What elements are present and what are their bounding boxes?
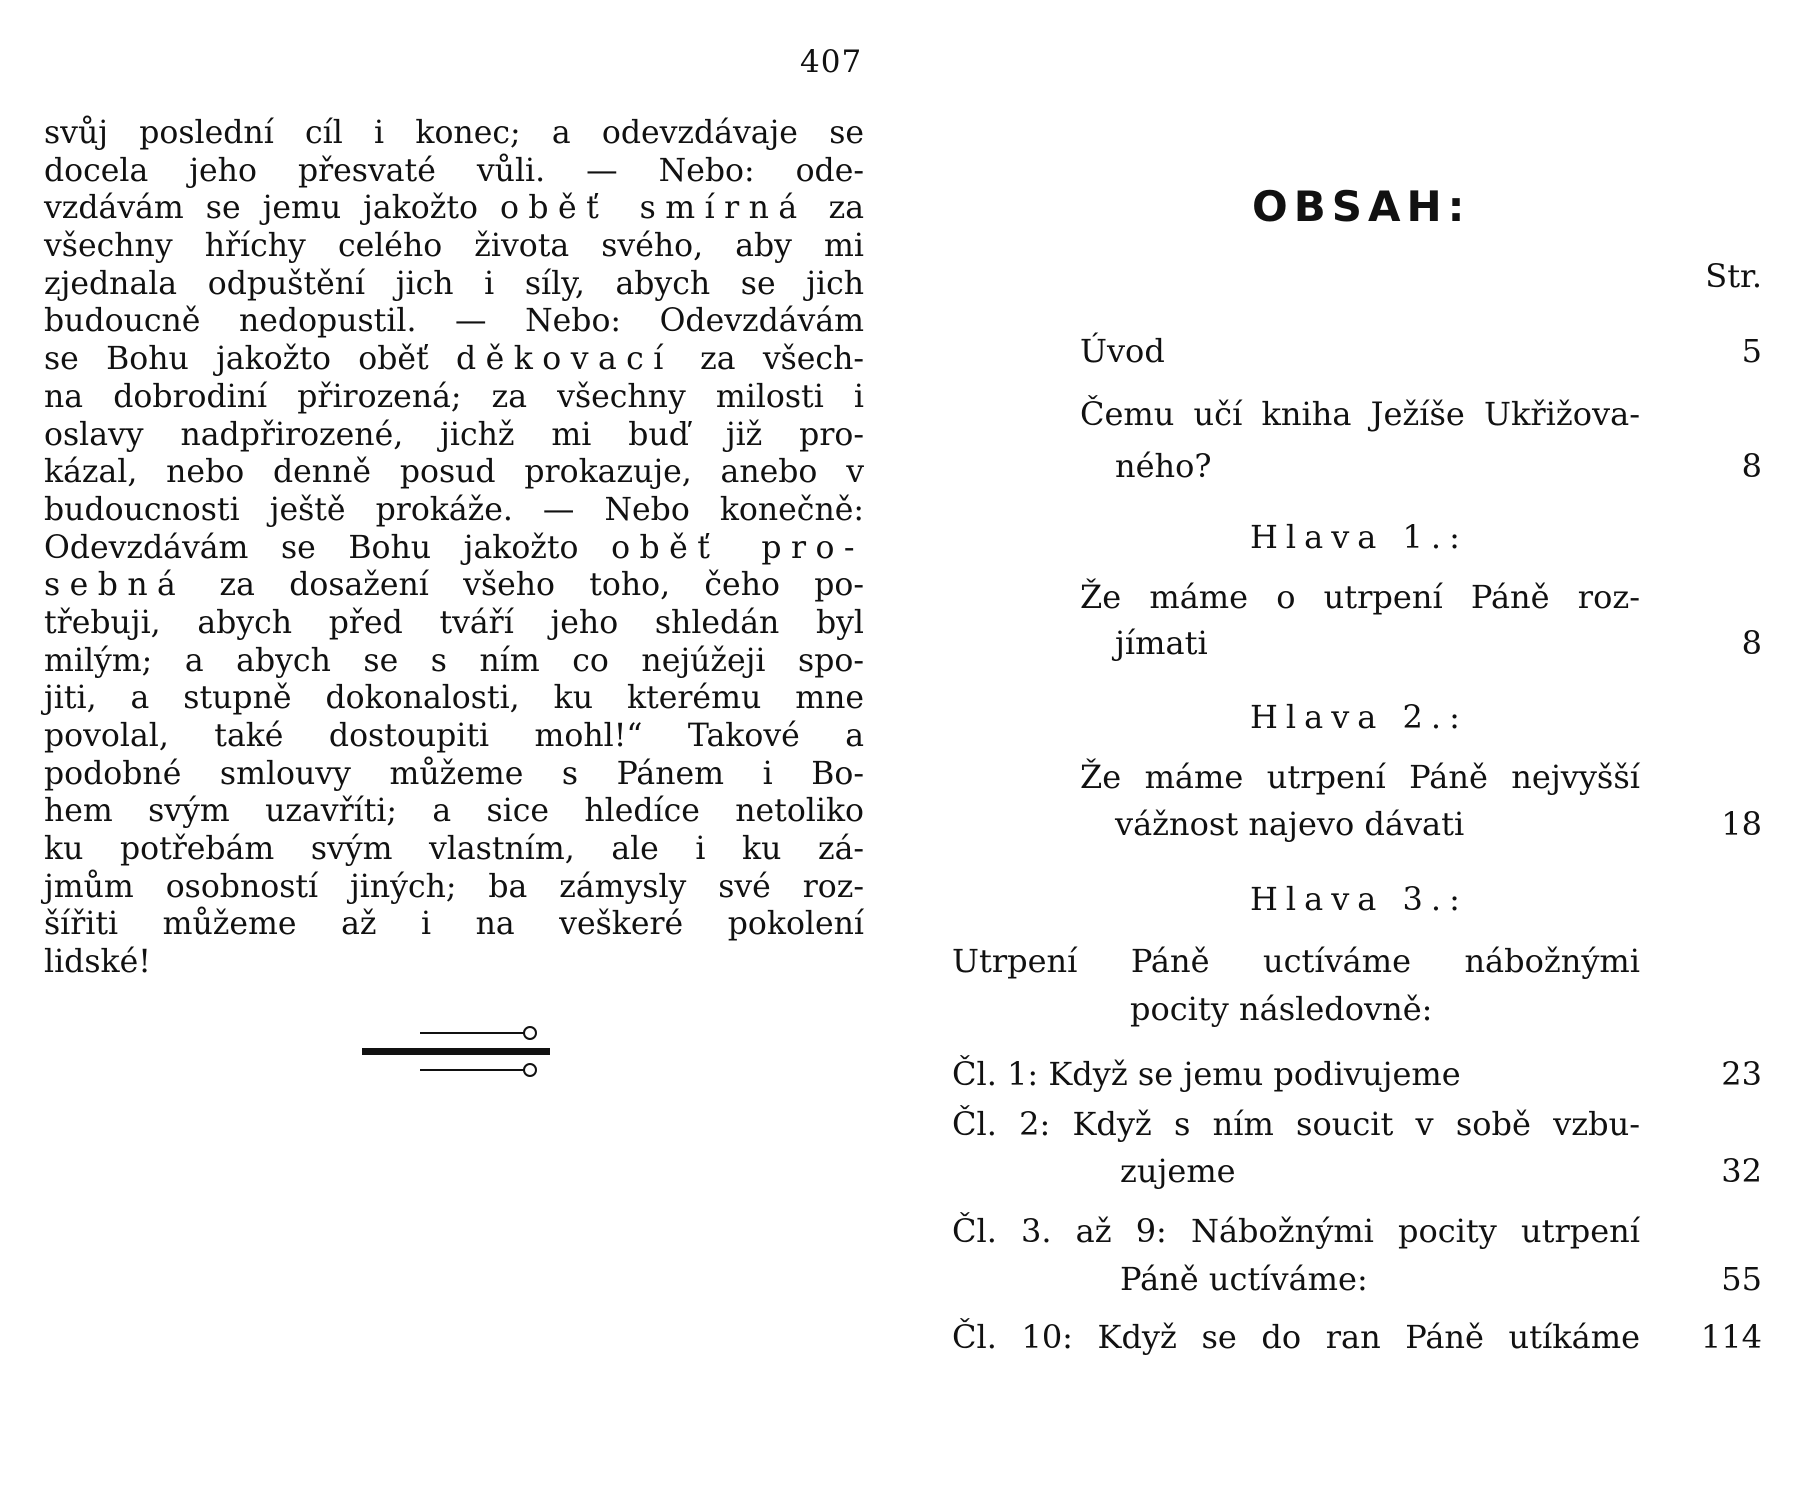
text-line: lidské! bbox=[44, 944, 151, 981]
text-line: povolal, také dostoupiti mohl!“ Takové a bbox=[44, 718, 864, 754]
spaced-text: sebná bbox=[44, 567, 186, 604]
text-line: hem svým uzavříti; a sice hledíce netoliko bbox=[44, 793, 864, 830]
toc-title: OBSAH: bbox=[1252, 182, 1471, 231]
toc-entry-text: vážnost najevo dávati bbox=[1115, 805, 1465, 843]
text-line: jmům osobností jiných; ba zámysly své roz- bbox=[44, 868, 864, 905]
text-line: všechny hříchy celého života svého, aby mi bbox=[44, 228, 864, 265]
text-line: třebuji, abych před tváří jeho shledán byl bbox=[44, 604, 864, 641]
toc-entry-text: zujeme bbox=[1120, 1152, 1236, 1190]
toc-entry-text: Utrpení Páně uctíváme nábožnými bbox=[952, 942, 1640, 980]
text-line: sebná za dosažení všeho toho, čeho po- bbox=[44, 567, 864, 604]
text-line: se Bohu jakožto oběť děkovací za všech- bbox=[44, 341, 865, 378]
text-line: šířiti můžeme až i na veškeré pokolení bbox=[44, 906, 864, 943]
toc-entry-text: pocity následovně: bbox=[1130, 990, 1433, 1028]
toc-entry-text: Úvod bbox=[1080, 332, 1165, 370]
text-line: milým; a abych se s ním co nejúžeji spo- bbox=[44, 642, 864, 679]
text-line: podobné smlouvy můžeme s Pánem i Bo- bbox=[44, 755, 864, 792]
chapter-heading: Hlava 2.: bbox=[1250, 698, 1468, 736]
toc-entry-text: ného? bbox=[1115, 447, 1212, 485]
text-line: oslavy nadpřirozené, jichž mi buď již pro- bbox=[44, 416, 864, 453]
text-line: jiti, a stupně dokonalosti, ku kterému mne bbox=[44, 680, 864, 717]
toc-entry-text: Čl. 1: Když se jemu podivujeme bbox=[952, 1055, 1461, 1093]
text-line: docela jeho přesvaté vůli. — Nebo: ode- bbox=[44, 152, 864, 189]
spaced-text: oběť smírná bbox=[499, 190, 807, 227]
spaced-text: děkovací bbox=[456, 341, 673, 378]
text-line: ku potřebám svým vlastním, ale i ku zá- bbox=[44, 831, 864, 868]
text-line: Odevzdávám se Bohu jakožto oběť pro- bbox=[44, 529, 864, 566]
chapter-heading: Hlava 1.: bbox=[1250, 518, 1468, 556]
ornament-divider bbox=[360, 1020, 560, 1080]
page-number: 407 bbox=[800, 44, 863, 80]
toc-entry-page: 8 bbox=[1741, 624, 1762, 662]
toc-entry-text: Čl. 2: Když s ním soucit v sobě vzbu- bbox=[952, 1105, 1640, 1143]
text-line: kázal, nebo denně posud prokazuje, anebo v bbox=[44, 454, 864, 491]
text-line: svůj poslední cíl i konec; a odevzdávaje se bbox=[44, 115, 864, 151]
toc-entry-text: Že máme o utrpení Páně roz- bbox=[1080, 578, 1640, 616]
toc-entry-page: 114 bbox=[1700, 1318, 1762, 1356]
spaced-text: oběť pro- bbox=[611, 529, 864, 566]
text-line: vzdávám se jemu jakožto oběť smírná za bbox=[44, 190, 864, 227]
toc-entry-text: Páně uctíváme: bbox=[1120, 1260, 1368, 1298]
text-line: budoucně nedopustil. — Nebo: Odevzdávám bbox=[44, 303, 864, 340]
toc-entry-text: Že máme utrpení Páně nejvyšší bbox=[1080, 758, 1640, 796]
toc-entry-page: 32 bbox=[1721, 1152, 1762, 1190]
toc-entry-page: 55 bbox=[1721, 1260, 1762, 1298]
text-line: budoucnosti ještě prokáže. — Nebo konečně: bbox=[44, 491, 864, 528]
toc-entry-text: Čl. 3. až 9: Nábožnými pocity utrpení bbox=[952, 1212, 1640, 1250]
text-line: zjednala odpuštění jich i síly, abych se jich bbox=[44, 265, 864, 302]
toc-entry-page: 23 bbox=[1721, 1055, 1762, 1093]
toc-entry-text: Čl. 10: Když se do ran Páně utíkáme bbox=[952, 1318, 1640, 1356]
body-text bbox=[44, 115, 864, 982]
toc-entry-page: 5 bbox=[1741, 332, 1762, 370]
toc-entry-text: jímati bbox=[1115, 624, 1208, 662]
chapter-heading: Hlava 3.: bbox=[1250, 880, 1468, 918]
toc-entry-page: 8 bbox=[1741, 447, 1762, 485]
toc-entry-page: 18 bbox=[1721, 805, 1762, 843]
text-line: na dobrodiní přirozená; za všechny milosti i bbox=[44, 378, 864, 415]
page-column-label: Str. bbox=[1705, 257, 1762, 295]
toc-entry-text: Čemu učí kniha Ježíše Ukřižova- bbox=[1080, 395, 1640, 433]
